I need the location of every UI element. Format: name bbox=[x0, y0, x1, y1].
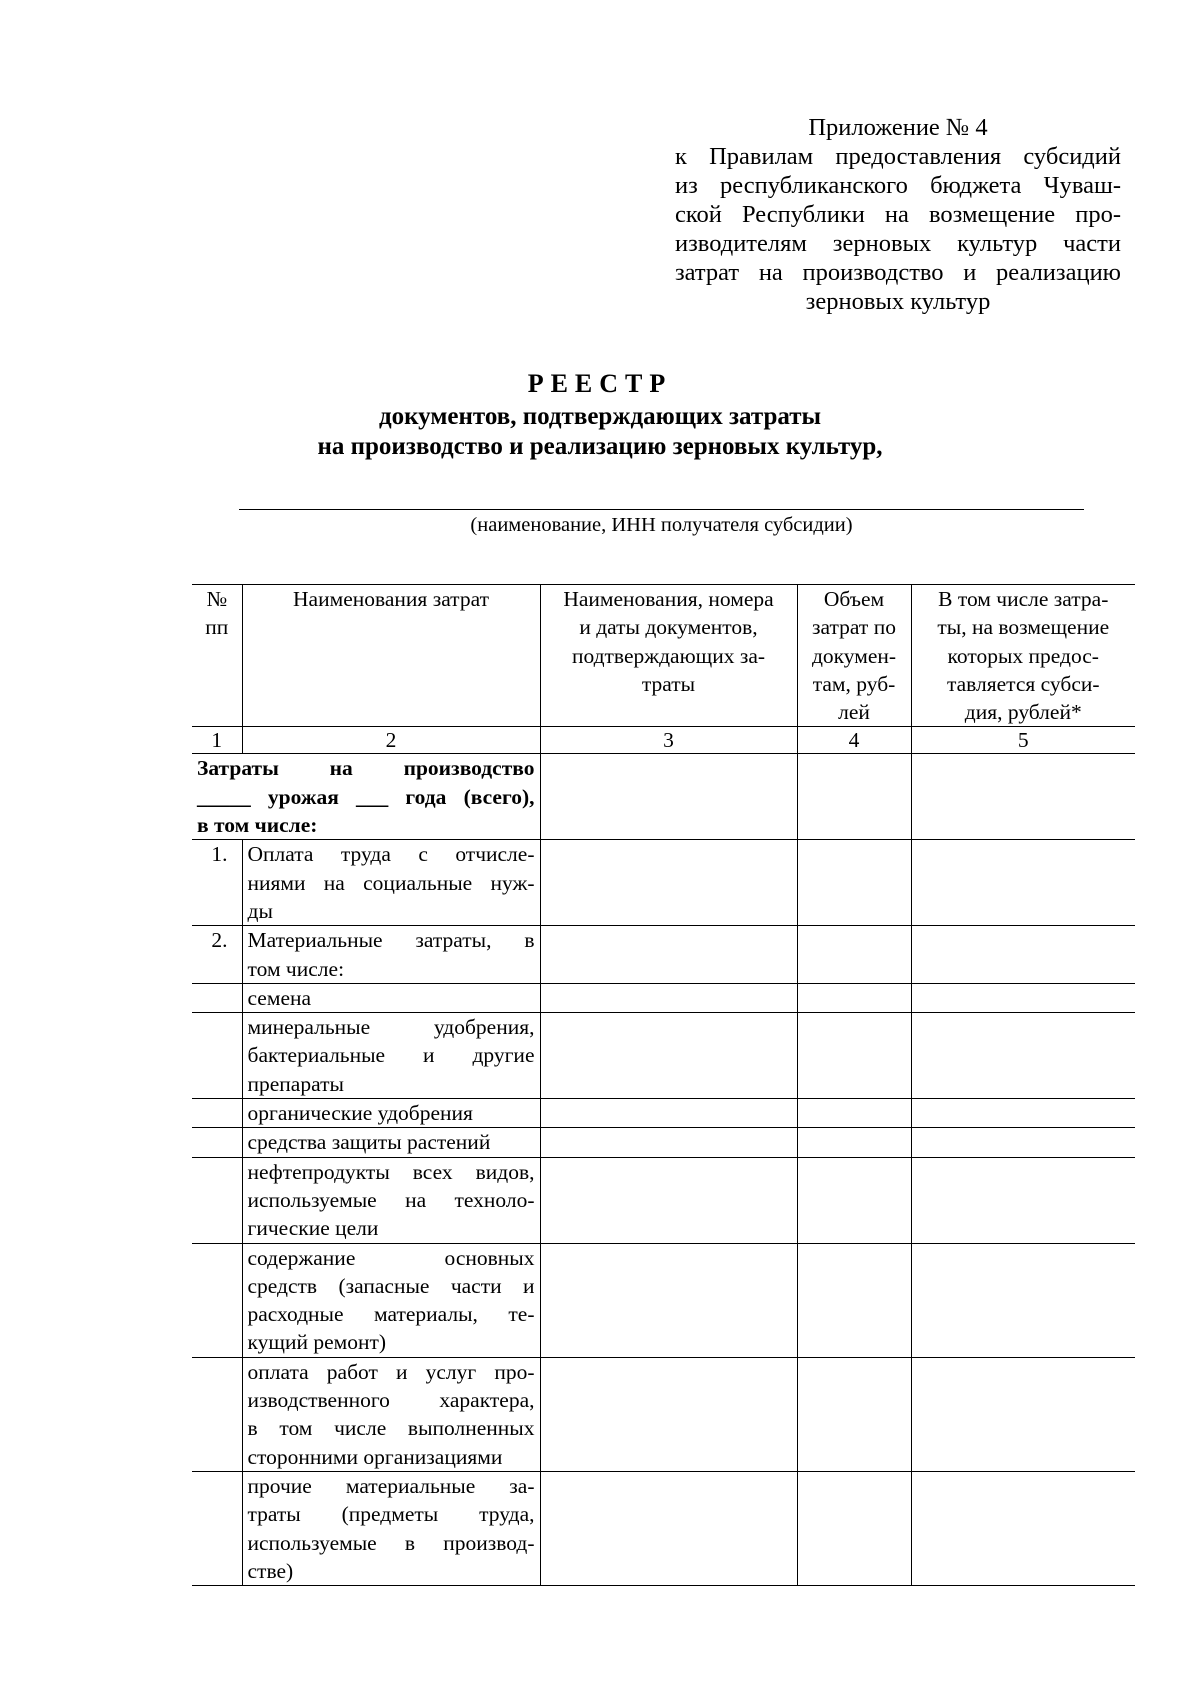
cost-name-line: прочие материальные за- bbox=[247, 1473, 535, 1498]
empty-cell bbox=[540, 926, 797, 984]
cost-name-cell bbox=[242, 1157, 540, 1243]
cost-name-cell bbox=[242, 1128, 540, 1157]
table-row bbox=[192, 926, 1135, 984]
table-row bbox=[192, 1157, 1135, 1243]
cost-name-line: Материальные затраты, в bbox=[247, 928, 535, 953]
cost-name-cell bbox=[242, 1357, 540, 1471]
recipient-line bbox=[239, 509, 1084, 510]
empty-cell bbox=[797, 983, 911, 1012]
table-row bbox=[192, 1243, 1135, 1357]
empty-cell bbox=[911, 926, 1135, 984]
cost-name-line: органические удобрения bbox=[247, 1101, 473, 1126]
cost-name-line: средств (запасные части и bbox=[247, 1273, 535, 1298]
empty-cell bbox=[911, 983, 1135, 1012]
appendix-note bbox=[675, 113, 1121, 316]
cost-name-line: используемые в производ- bbox=[247, 1530, 535, 1555]
column-number: 5 bbox=[911, 727, 1135, 754]
total-row bbox=[192, 754, 1135, 840]
table-row bbox=[192, 1013, 1135, 1099]
cost-name-line: траты (предметы труда, bbox=[247, 1502, 535, 1527]
cost-name-line: ды bbox=[247, 898, 273, 923]
empty-cell bbox=[911, 754, 1135, 840]
empty-cell bbox=[797, 1243, 911, 1357]
empty-cell bbox=[911, 840, 1135, 926]
document-subtitle: документов, подтверждающих затраты bbox=[378, 403, 822, 430]
empty-cell bbox=[540, 1013, 797, 1099]
appendix-line: затрат на производство и реализацию bbox=[675, 259, 1121, 286]
document-title: РЕЕСТР bbox=[527, 369, 673, 398]
row-number bbox=[192, 983, 242, 1012]
table-row bbox=[192, 983, 1135, 1012]
cost-name-line: содержание основных bbox=[247, 1245, 535, 1270]
cost-name-line: расходные материалы, те- bbox=[247, 1302, 535, 1327]
document-subtitle: на производство и реализацию зерновых культур, bbox=[317, 433, 883, 460]
empty-cell bbox=[911, 1357, 1135, 1471]
cost-name-line: препараты bbox=[247, 1071, 344, 1096]
row-number bbox=[192, 1013, 242, 1099]
empty-cell bbox=[540, 1243, 797, 1357]
column-number: 2 bbox=[242, 727, 540, 754]
cost-name-cell bbox=[242, 926, 540, 984]
empty-cell bbox=[540, 1357, 797, 1471]
row-number bbox=[192, 1357, 242, 1471]
table-row bbox=[192, 1471, 1135, 1585]
column-number: 3 bbox=[540, 727, 797, 754]
cost-name-line: оплата работ и услуг про- bbox=[247, 1359, 535, 1384]
column-number: 4 bbox=[797, 727, 911, 754]
cost-name-line: средства защиты растений bbox=[247, 1130, 491, 1155]
cost-name-line: Оплата труда с отчисле- bbox=[247, 842, 535, 867]
row-number: 1. bbox=[192, 840, 242, 926]
header-cell-cost-name: Наименования затрат bbox=[242, 585, 540, 727]
empty-cell bbox=[797, 754, 911, 840]
header-cell-documents: Наименования, номера и даты документов, подтверждающих за- траты bbox=[540, 585, 797, 727]
register-table bbox=[192, 584, 1135, 1586]
cost-name-line: стве) bbox=[247, 1558, 294, 1583]
table-row bbox=[192, 840, 1135, 926]
cost-name-cell bbox=[242, 983, 540, 1012]
empty-cell bbox=[540, 1471, 797, 1585]
appendix-line: ской Республики на возмещение про- bbox=[675, 201, 1121, 228]
cost-name-cell bbox=[242, 1013, 540, 1099]
empty-cell bbox=[911, 1013, 1135, 1099]
cost-name-line: бактериальные и другие bbox=[247, 1043, 535, 1068]
row-number bbox=[192, 1099, 242, 1128]
row-number: 2. bbox=[192, 926, 242, 984]
empty-cell bbox=[797, 1128, 911, 1157]
row-number bbox=[192, 1243, 242, 1357]
cost-name-line: используемые на техноло- bbox=[247, 1187, 535, 1212]
empty-cell bbox=[797, 1157, 911, 1243]
empty-cell bbox=[911, 1157, 1135, 1243]
table-header-row bbox=[192, 585, 1135, 727]
empty-cell bbox=[797, 1099, 911, 1128]
cost-name-cell bbox=[242, 840, 540, 926]
row-number bbox=[192, 1471, 242, 1585]
empty-cell bbox=[797, 926, 911, 984]
empty-cell bbox=[797, 1013, 911, 1099]
table-row bbox=[192, 1128, 1135, 1157]
empty-cell bbox=[911, 1128, 1135, 1157]
cost-name-line: том числе: bbox=[247, 956, 345, 981]
cost-name-line: семена bbox=[247, 985, 312, 1010]
appendix-line: изводителям зерновых культур части bbox=[675, 230, 1121, 257]
cost-name-line: изводственного характера, bbox=[247, 1388, 535, 1413]
total-row-label: Затраты на производство _____ урожая ___ года (всего), в том числе: bbox=[192, 754, 540, 840]
cost-name-cell bbox=[242, 1471, 540, 1585]
empty-cell bbox=[911, 1099, 1135, 1128]
table-row bbox=[192, 1357, 1135, 1471]
empty-cell bbox=[797, 1357, 911, 1471]
appendix-line: из республиканского бюджета Чуваш- bbox=[675, 172, 1121, 199]
empty-cell bbox=[540, 983, 797, 1012]
cost-name-line: кущий ремонт) bbox=[247, 1330, 387, 1355]
cost-name-cell bbox=[242, 1243, 540, 1357]
cost-name-line: минеральные удобрения, bbox=[247, 1015, 535, 1040]
empty-cell bbox=[540, 754, 797, 840]
empty-cell bbox=[911, 1243, 1135, 1357]
column-number-row bbox=[192, 727, 1135, 754]
empty-cell bbox=[540, 1128, 797, 1157]
table-row bbox=[192, 1099, 1135, 1128]
header-cell-subsidy: В том числе затра- ты, на возмещение которых предос- тавляется субси- дия, рублей* bbox=[911, 585, 1135, 727]
cost-name-cell bbox=[242, 1099, 540, 1128]
header-cell-num: № пп bbox=[192, 585, 242, 727]
row-number bbox=[192, 1157, 242, 1243]
empty-cell bbox=[797, 840, 911, 926]
cost-name-line: нефтепродукты всех видов, bbox=[247, 1159, 535, 1184]
empty-cell bbox=[540, 1099, 797, 1128]
cost-name-line: в том числе выполненных bbox=[247, 1416, 535, 1441]
appendix-line: к Правилам предоставления субсидий bbox=[675, 143, 1121, 170]
column-number: 1 bbox=[192, 727, 242, 754]
appendix-title: Приложение № 4 bbox=[808, 114, 988, 141]
empty-cell bbox=[911, 1471, 1135, 1585]
row-number bbox=[192, 1128, 242, 1157]
cost-name-line: ниями на социальные нуж- bbox=[247, 870, 535, 895]
empty-cell bbox=[540, 840, 797, 926]
cost-name-line: гические цели bbox=[247, 1216, 379, 1241]
appendix-line: зерновых культур bbox=[805, 288, 991, 315]
empty-cell bbox=[797, 1471, 911, 1585]
recipient-caption: (наименование, ИНН получателя субсидии) bbox=[470, 514, 853, 536]
cost-name-line: сторонними организациями bbox=[247, 1444, 503, 1469]
empty-cell bbox=[540, 1157, 797, 1243]
header-cell-amount: Объем затрат по докумен- там, руб- лей bbox=[797, 585, 911, 727]
